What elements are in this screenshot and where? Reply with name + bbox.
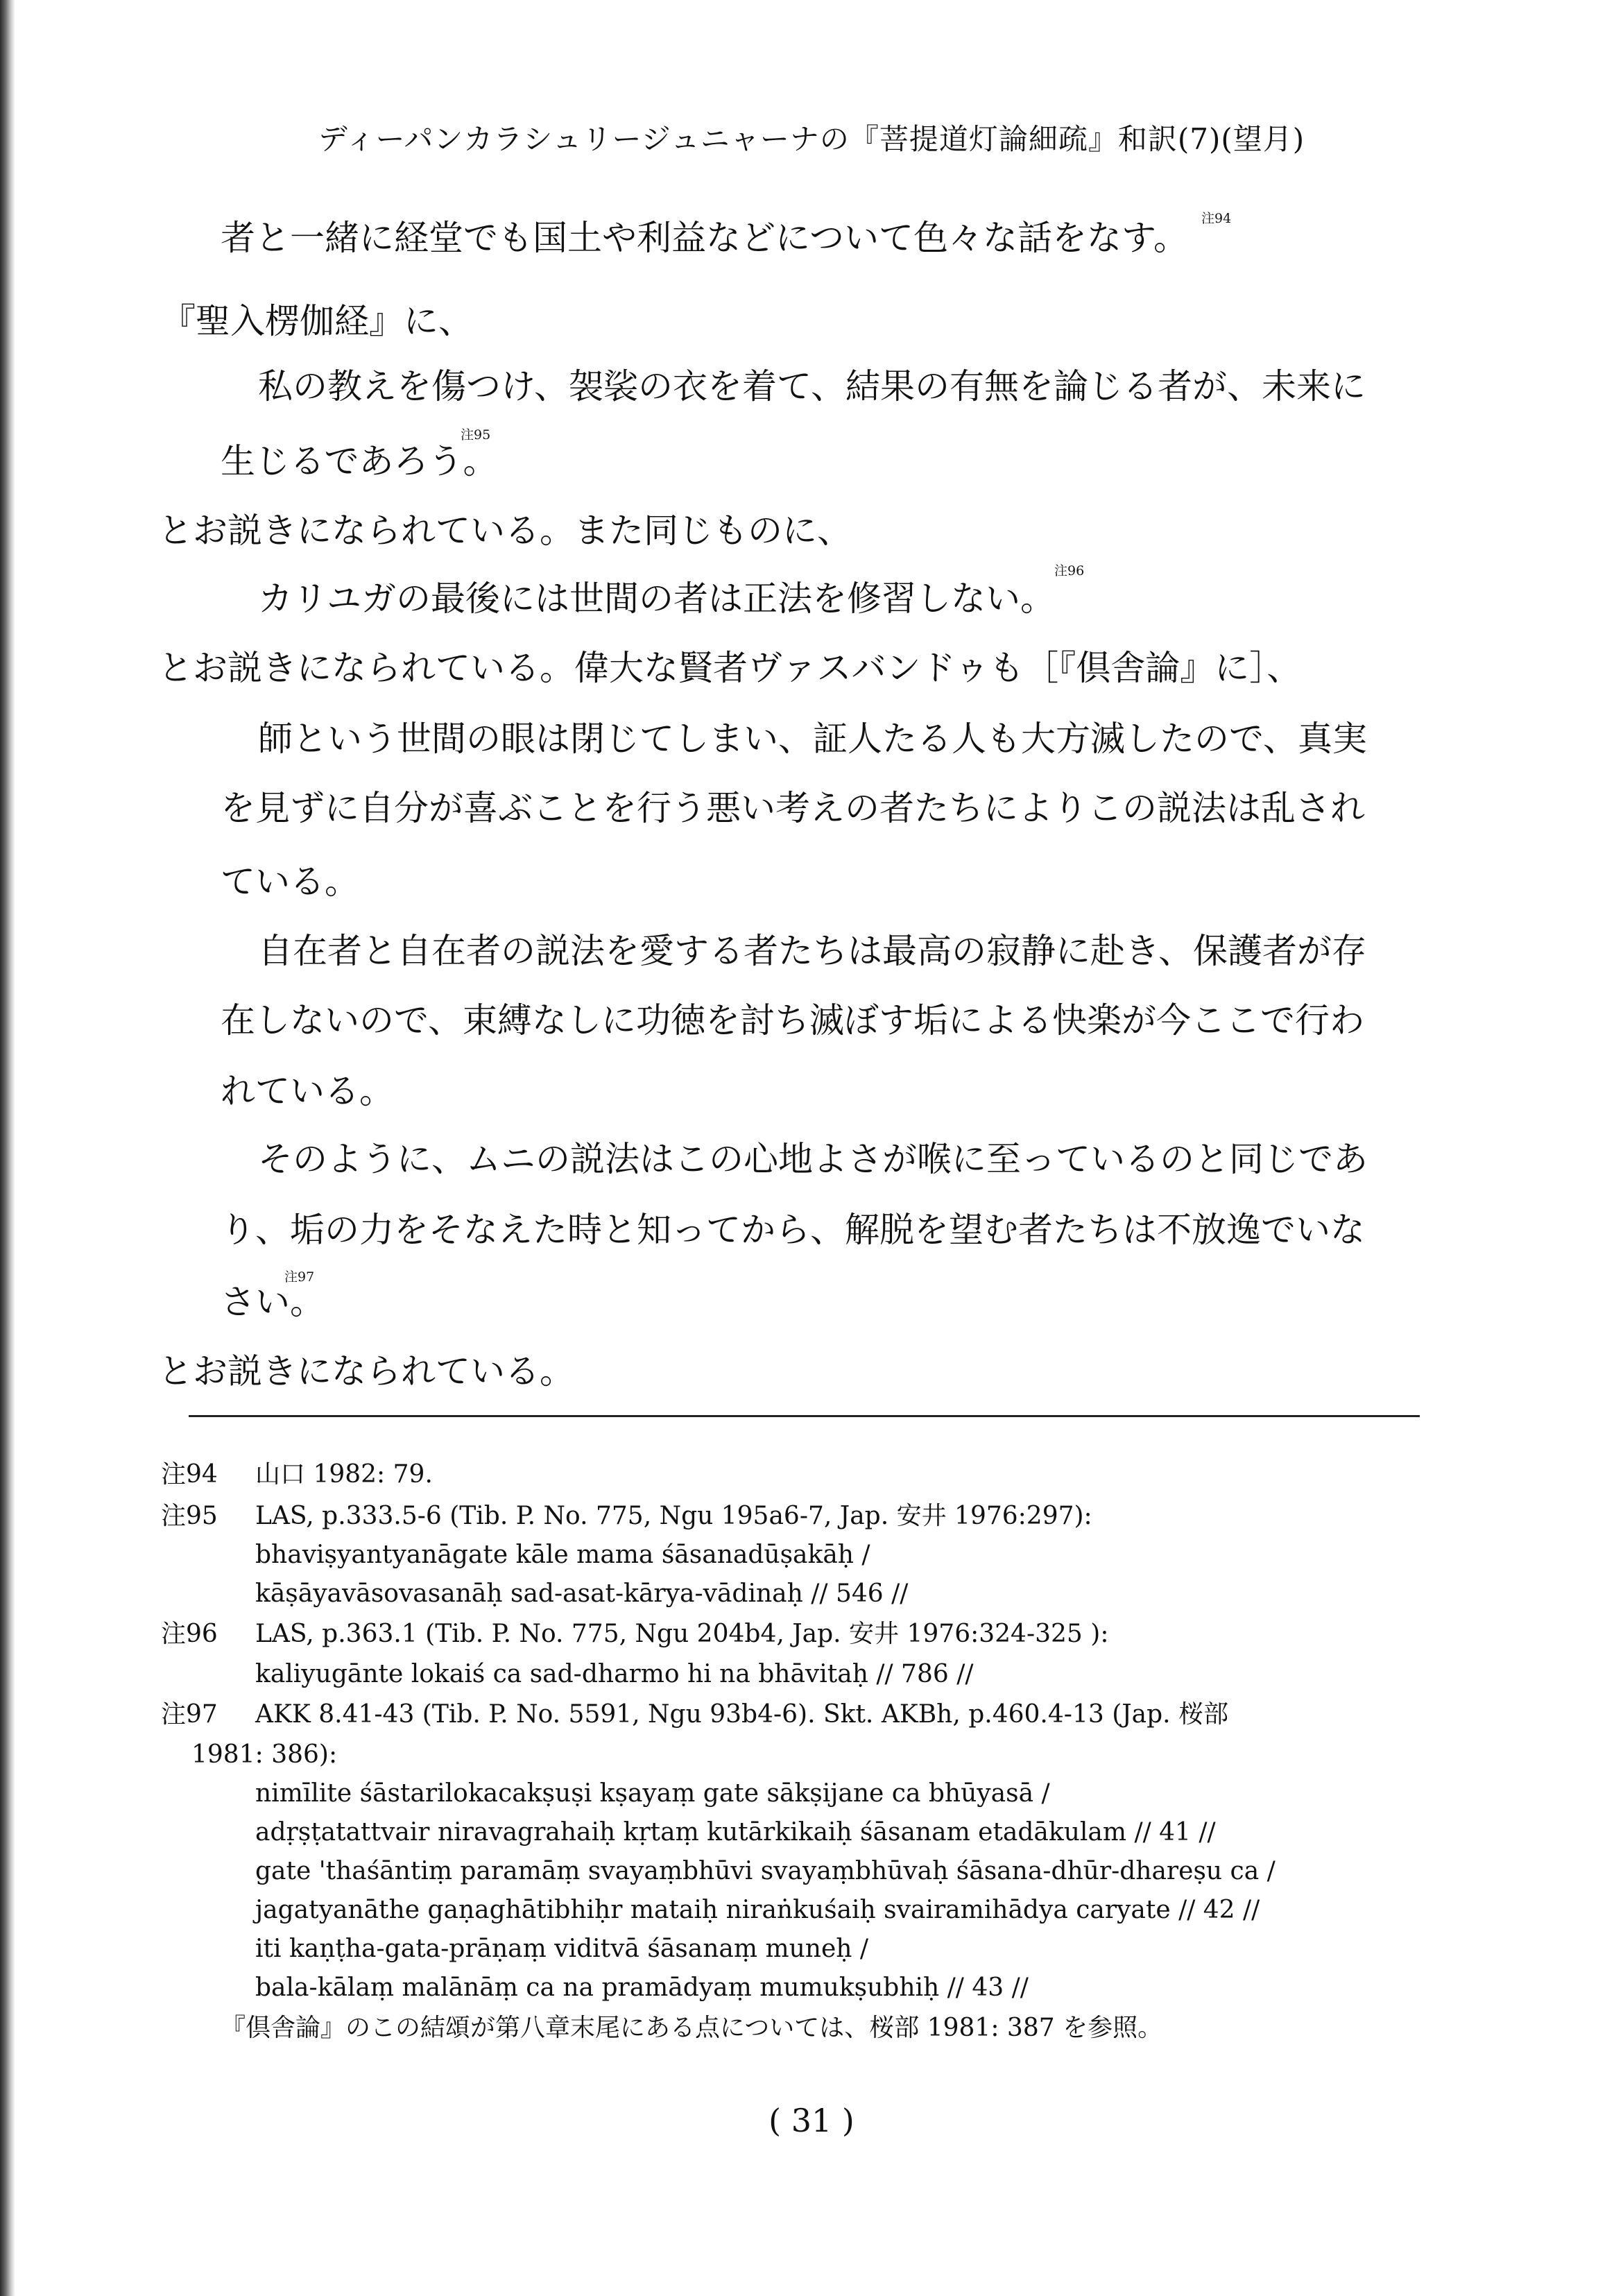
footnote-line: adṛṣṭatattvair niravagrahaiḥ kṛtaṃ kutārkikaiḥ śāsanam etadākulam // 41 // (255, 1818, 1216, 1847)
note-marker-95: 注95 (461, 427, 491, 443)
body-line: カリユガの最後には世間の者は正法を修習しない。 (258, 579, 1055, 619)
body-line: 生じるであろう。 (221, 441, 498, 481)
body-line: さい。 (221, 1282, 325, 1322)
footnote-line: LAS, p.363.1 (Tib. P. No. 775, Ngu 204b4, Jap. 安井 1976:324-325 ): (255, 1620, 1109, 1648)
note-marker-96: 注96 (1054, 563, 1085, 579)
body-line: れている。 (221, 1071, 394, 1111)
body-line: 師という世間の眼は閉じてしまい、証人たる人も大方滅したので、真実 (258, 719, 1367, 759)
body-line: り、垢の力をそなえた時と知ってから、解脱を望む者たちは不放逸でいな (221, 1210, 1365, 1250)
footnote-line: 山口 1982: 79. (255, 1460, 433, 1489)
footnote-line: 1981: 386): (191, 1740, 338, 1769)
body-line: ている。 (221, 862, 359, 902)
footnote-line: 『倶舎論』のこの結頌が第八章末尾にある点については、桜部 1981: 387 を参照。 (221, 2014, 1163, 2042)
body-line: 者と一緒に経堂でも国土や利益などについて色々な話をなす。 (221, 218, 1188, 258)
footnote-line: gate 'thaśāntiṃ paramāṃ svayaṃbhūvi svayaṃbhūvaḥ śāsana-dhūr-dhareṣu ca / (255, 1857, 1276, 1885)
footnote-line: bala-kālaṃ malānāṃ ca na pramādyaṃ mumukṣubhiḥ // 43 // (255, 1973, 1029, 2002)
body-line: を見ずに自分が喜ぶことを行う悪い考えの者たちによりこの説法は乱され (221, 788, 1365, 828)
note-marker-97: 注97 (284, 1269, 315, 1285)
footnote-line: LAS, p.333.5-6 (Tib. P. No. 775, Ngu 195a6-7, Jap. 安井 1976:297): (255, 1502, 1092, 1530)
body-line: 私の教えを傷つけ、袈裟の衣を着て、結果の有無を論じる者が、未来に (258, 366, 1366, 406)
body-line: 『聖入楞伽経』に、 (161, 301, 473, 341)
footnote-label: 注95 (161, 1502, 218, 1530)
footnote-line: AKK 8.41-43 (Tib. P. No. 5591, Ngu 93b4-6). Skt. AKBh, p.460.4-13 (Jap. 桜部 (255, 1700, 1229, 1729)
body-line: とお説きになられている。 (158, 1351, 574, 1391)
body-line: そのように、ムニの説法はこの心地よさが喉に至っているのと同じであ (258, 1139, 1368, 1179)
body-line: とお説きになられている。また同じものに、 (158, 511, 852, 551)
scan-edge-shadow (0, 0, 15, 2296)
footnote-label: 注96 (161, 1620, 218, 1648)
footnote-label: 注97 (161, 1700, 218, 1729)
running-header: ディーパンカラシュリージュニャーナの『菩提道灯論細疏』和訳(7)(望月) (318, 122, 1305, 156)
footnote-line: iti kaṇṭha-gata-prāṇaṃ viditvā śāsanaṃ muneḥ / (255, 1935, 869, 1963)
footnote-line: kaliyugānte lokaiś ca sad-dharmo hi na bhāvitaḥ // 786 // (255, 1660, 974, 1688)
body-line: 在しないので、束縛なしに功徳を討ち滅ぼす垢による快楽が今ここで行わ (221, 1000, 1364, 1040)
footnote-line: kāṣāyavāsovasanāḥ sad-asat-kārya-vādinaḥ // 546 // (255, 1579, 909, 1608)
footnote-line: bhaviṣyantyanāgate kāle mama śāsanadūṣakāḥ / (255, 1541, 870, 1569)
page-number: ( 31 ) (768, 2102, 855, 2139)
footnote-separator (189, 1415, 1420, 1417)
note-marker-94: 注94 (1201, 211, 1232, 226)
body-line: とお説きになられている。偉大な賢者ヴァスバンドゥも［『倶舎論』に］、 (158, 648, 1302, 688)
footnote-line: nimīlite śāstarilokacakṣuṣi kṣayaṃ gate sākṣijane ca bhūyasā / (255, 1779, 1050, 1808)
footnote-label: 注94 (161, 1460, 218, 1489)
footnote-line: jagatyanāthe gaṇaghātibhiḥr mataiḥ niraṅkuśaiḥ svairamihādya caryate // 42 // (255, 1896, 1260, 1924)
body-line: 自在者と自在者の説法を愛する者たちは最高の寂静に赴き、保護者が存 (258, 931, 1366, 971)
